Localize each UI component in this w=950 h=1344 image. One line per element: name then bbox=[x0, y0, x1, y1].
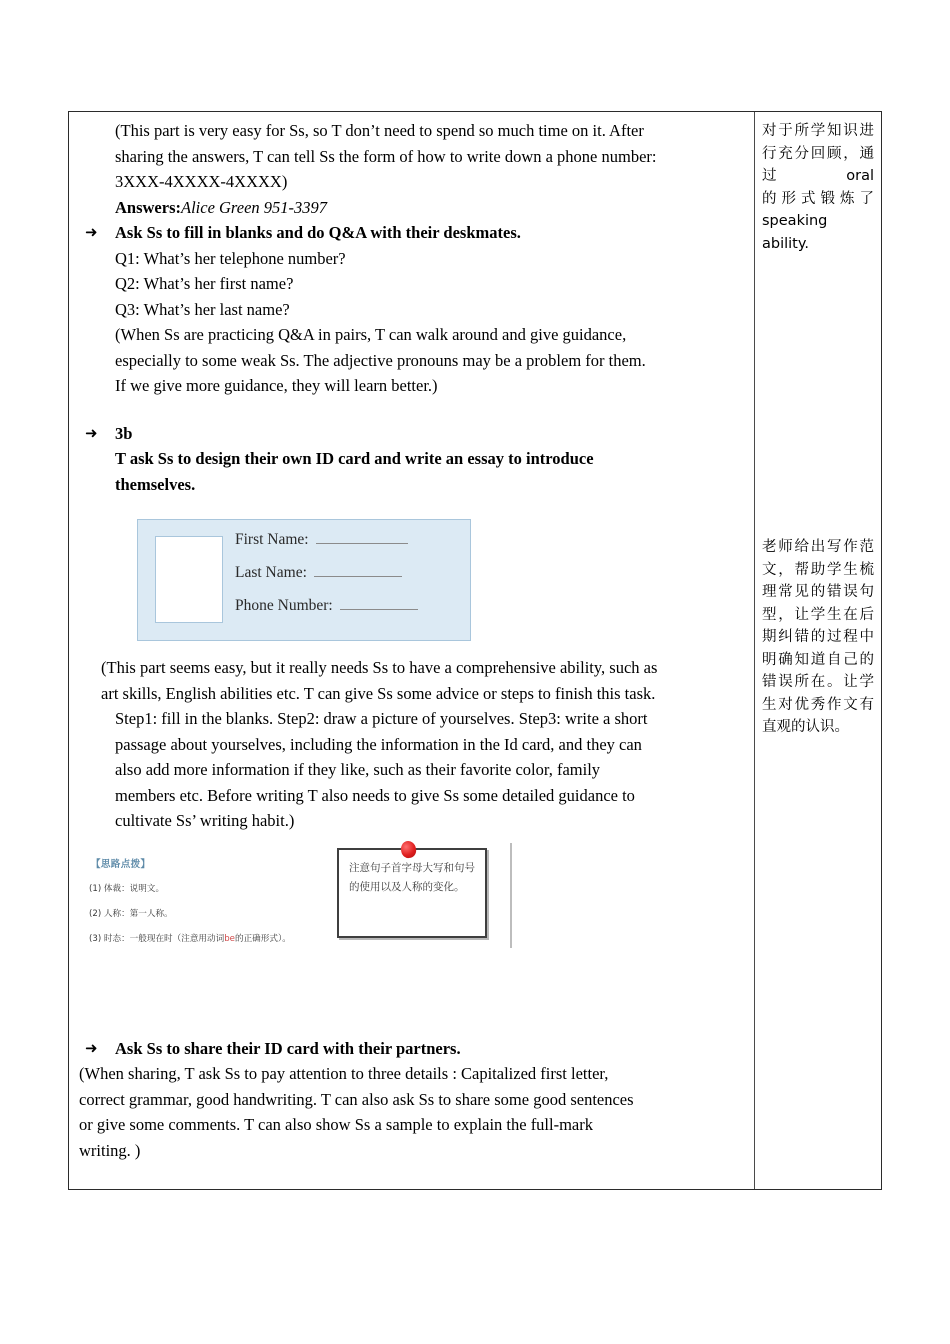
closing-line-1: (When sharing, T ask Ss to pay attention to three details : Capitalized first letter, bbox=[79, 1064, 609, 1083]
intro-line-2: sharing the answers, T can tell Ss the form of how to write down a phone number: bbox=[115, 146, 657, 166]
writing-guidance-line-3-pre: (3) 时态：一般现在时（注意用动词 bbox=[89, 933, 225, 944]
bullet-3-label: Ask Ss to share their ID card with their partners. bbox=[115, 1038, 461, 1058]
steps-line-3: Step1: fill in the blanks. Step2: draw a picture of yourselves. Step3: write a short bbox=[115, 709, 648, 728]
callout-box bbox=[337, 848, 487, 938]
id-card-figure bbox=[137, 519, 471, 641]
steps-line-2: art skills, English abilities etc. T can give Ss some advice or steps to finish this task. bbox=[101, 683, 656, 703]
bullet-2-sub-line-2: themselves. bbox=[115, 474, 196, 494]
answers-value: Alice Green 951-3397 bbox=[181, 197, 328, 217]
id-card-phone-label: Phone Number: bbox=[235, 597, 333, 614]
bullet-item-3b bbox=[79, 421, 744, 447]
reflection-notes-column bbox=[755, 112, 881, 1189]
question-3: Q3: What’s her last name? bbox=[115, 299, 290, 319]
side-note-1-tail: 的形式锻炼了 speaking ability. bbox=[762, 190, 874, 252]
writing-guidance-line-2: (2) 人称：第一人称。 bbox=[89, 908, 173, 919]
id-card bbox=[137, 519, 471, 641]
spacer bbox=[79, 958, 744, 988]
closing-line-3: or give some comments. T can also show Ss a sample to explain the full-mark bbox=[79, 1115, 593, 1134]
writing-guidance-line-3-red: be bbox=[224, 933, 235, 944]
intro-line-3: 3XXX-4XXXX-4XXXX) bbox=[115, 172, 288, 191]
guidance-note-line-3: If we give more guidance, they will learn better.) bbox=[115, 376, 438, 395]
bullet-1-label: Ask Ss to fill in blanks and do Q&A with their deskmates. bbox=[115, 223, 521, 242]
answers-line bbox=[79, 195, 744, 221]
arrow-bullet-icon: ➜ bbox=[85, 1038, 98, 1057]
arrow-bullet-icon: ➜ bbox=[85, 423, 98, 442]
writing-guidance-title: 【思路点拨】 bbox=[91, 858, 151, 870]
question-list bbox=[79, 246, 744, 323]
id-card-first-name-label: First Name: bbox=[235, 531, 309, 548]
writing-guidance-figure bbox=[85, 848, 515, 958]
guidance-note-line-2: especially to some weak Ss. The adjective pronouns may be a problem for them. bbox=[115, 350, 646, 370]
closing-line-2: correct grammar, good handwriting. T can also ask Ss to share some good sentences bbox=[79, 1089, 634, 1109]
figure-divider bbox=[510, 843, 512, 948]
id-card-photo-placeholder bbox=[155, 536, 223, 623]
bullet-2-label: 3b bbox=[115, 423, 133, 443]
lesson-content-column bbox=[69, 112, 755, 1189]
steps-paragraph bbox=[79, 655, 744, 834]
writing-guidance-line-3-post: 的正确形式）。 bbox=[234, 933, 291, 944]
writing-guidance-line-3 bbox=[89, 932, 327, 944]
spacer bbox=[79, 399, 744, 421]
writing-guidance-line-1: (1) 体裁：说明文。 bbox=[89, 883, 165, 894]
id-card-last-name-label: Last Name: bbox=[235, 564, 307, 581]
id-card-last-name-row bbox=[235, 564, 460, 597]
answers-label: Answers: bbox=[115, 197, 181, 217]
question-2: Q2: What’s her first name? bbox=[115, 274, 294, 293]
side-note-2: 老师给出写作范文，帮助学生梳理常见的错误句型，让学生在后期纠错的过程中明确知道自己的错误所在。让学生对优秀作文有直观的认识。 bbox=[762, 539, 874, 735]
arrow-bullet-icon: ➜ bbox=[85, 223, 98, 241]
callout-text: 注意句子首字母大写和句号的使用以及人称的变化。 bbox=[349, 861, 475, 893]
guidance-note-paragraph bbox=[79, 322, 744, 399]
steps-line-4: passage about yourselves, including the information in the Id card, and they can bbox=[115, 734, 642, 754]
id-card-fields bbox=[235, 531, 460, 630]
steps-line-1: (This part seems easy, but it really needs Ss to have a comprehensive ability, such as bbox=[101, 658, 658, 677]
lesson-plan-table bbox=[68, 111, 882, 1190]
intro-line-1: (This part is very easy for Ss, so T don’t need to spend so much time on it. After bbox=[115, 121, 644, 140]
closing-paragraph bbox=[79, 1061, 744, 1163]
guidance-note-line-1: (When Ss are practicing Q&A in pairs, T can walk around and give guidance, bbox=[115, 325, 627, 344]
steps-line-6: members etc. Before writing T also needs to give Ss some detailed guidance to bbox=[115, 785, 635, 805]
steps-line-5: also add more information if they like, such as their favorite color, family bbox=[115, 760, 601, 779]
id-card-phone-row bbox=[235, 597, 460, 630]
id-card-phone-blank bbox=[340, 609, 418, 610]
id-card-last-name-blank bbox=[314, 576, 402, 577]
bullet-item-share-id-card bbox=[79, 1036, 744, 1062]
bullet-2-sub-line-1: T ask Ss to design their own ID card and write an essay to introduce bbox=[115, 449, 594, 468]
steps-line-7: cultivate Ss’ writing habit.) bbox=[115, 811, 295, 830]
intro-paragraph bbox=[79, 118, 744, 195]
id-card-first-name-row bbox=[235, 531, 460, 564]
closing-line-4: writing. ) bbox=[79, 1140, 141, 1160]
id-card-first-name-blank bbox=[316, 543, 408, 544]
side-note-1: 对于所学知识进行充分回顾，通过 oral bbox=[762, 123, 874, 184]
writing-guidance-text-block bbox=[85, 856, 327, 957]
spacer bbox=[79, 988, 744, 1018]
question-1: Q1: What’s her telephone number? bbox=[115, 248, 346, 268]
bullet-item-ask-ss-fill-blanks bbox=[79, 220, 744, 246]
